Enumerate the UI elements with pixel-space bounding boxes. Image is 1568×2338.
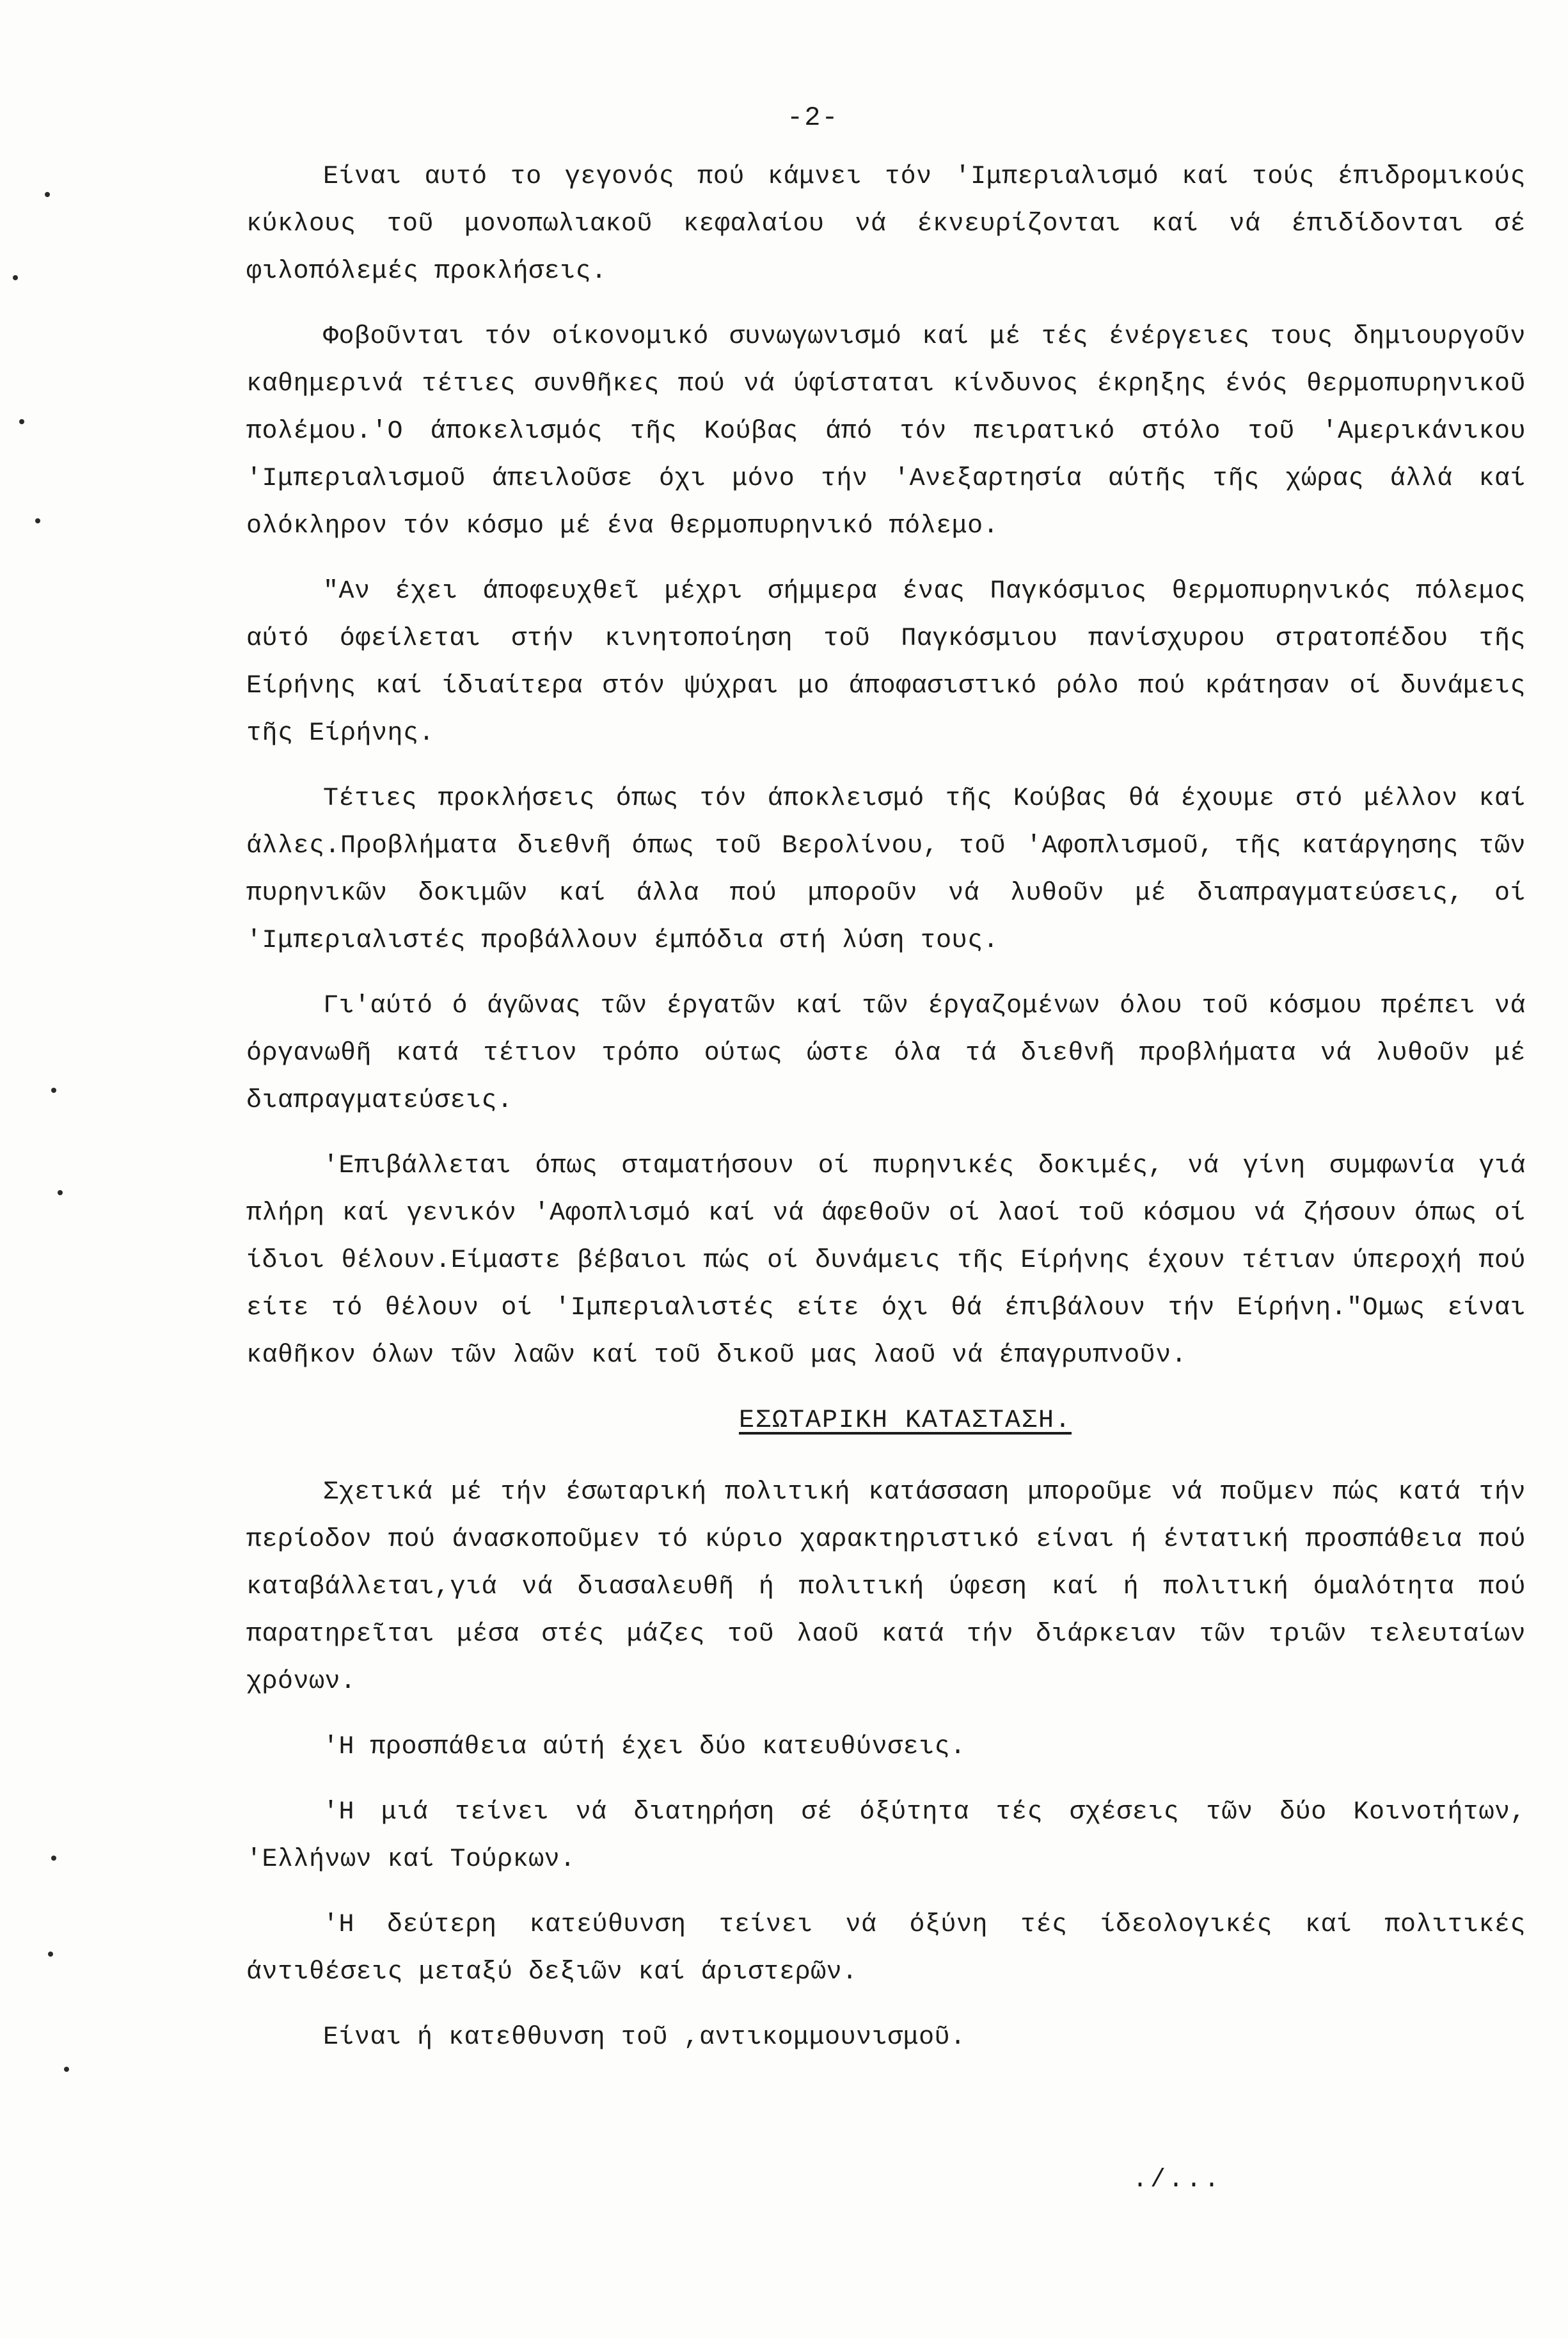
paragraph-4: Τέτιες προκλήσεις όπως τόν άποκλεισμό τῆς Κούβας θά έχουμε στό μέλλον καί άλλες.Προβλήματα διεθνῆ όπως τοῦ Βερολίνου, τοῦ 'Αφοπλισμοῦ, τῆς κατάργησης τῶν πυρηνικῶν δοκιμῶν καί άλλα πού μποροῦν νά λυθοῦν μέ διαπραγματεύσεις, οί 'Ιμπεριαλιστές προβάλλουν έμπόδια στή λύση τους.: [246, 784, 1526, 955]
continuation-mark: ./...: [1132, 2166, 1223, 2195]
paragraph-5: Γι'αύτό ό άγῶνας τῶν έργατῶν καί τῶν έργαζομένων όλου τοῦ κόσμου πρέπει νά όργανωθῆ κατά τέτιον τρόπο ούτως ώστε όλα τά διεθνῆ προβλήματα νά λυθοῦν μέ διαπραγματεύσεις.: [246, 992, 1526, 1115]
scan-speck: [45, 192, 50, 197]
paragraph-6: 'Επιβάλλεται όπως σταματήσουν οί πυρηνικές δοκιμές, νά γίνη συμφωνία γιά πλήρη καί γενικόν 'Αφοπλισμό καί νά άφεθοῦν οί λαοί τοῦ κόσμου νά ζήσουν όπως οί ίδιοι θέλουν.Είμαστε βέβαιοι πώς οί δυνάμεις τῆς Είρήνης έχουν τέτιαν ύπεροχή πού είτε τό θέλουν οί 'Ιμπεριαλιστές είτε όχι θά έπιβάλουν τήν Είρήνη."Ομως είναι καθῆκον όλων τῶν λαῶν καί τοῦ δικοῦ μας λαοῦ νά έπαγρυπνοῦν.: [246, 1152, 1526, 1370]
scan-speck: [13, 275, 18, 280]
section-paragraph-3: 'Η μιά τείνει νά διατηρήση σέ όξύτητα τές σχέσεις τῶν δύο Κοινοτήτων, 'Ελλήνων καί Τούρκων.: [246, 1798, 1526, 1874]
section-paragraph-4: 'Η δεύτερη κατεύθυνση τείνει νά όξύνη τές ίδεολογικές καί πολιτικές άντιθέσεις μεταξύ δεξιῶν καί άριστερῶν.: [246, 1911, 1526, 1987]
section-paragraph-1: Σχετικά μέ τήν έσωταρική πολιτική κατάσσαση μποροῦμε νά ποῦμεν πώς κατά τήν περίοδον πού άνασκοποῦμεν τό κύριο χαρακτηριστικό είναι ή έντατική προσπάθεια πού καταβάλλεται,γιά νά διασαλευθῆ ή πολιτική ύφεση καί ή πολιτική όμαλότητα πού παρατηρεῖται μέσα στές μάζες τοῦ λαοῦ κατά τήν διάρκειαν τῶν τριῶν τελευταίων χρόνων.: [246, 1478, 1526, 1696]
paragraph-2: Φοβοῦνται τόν οίκονομικό συνωγωνισμό καί μέ τές ένέργειες τους δημιουργοῦν καθημερινά τέτιες συνθῆκες πού νά ύφίσταται κίνδυνος έκρηξης ένός θερμοπυρηνικοῦ πολέμου.'Ο άποκελισμός τῆς Κούβας άπό τόν πειρατικό στόλο τοῦ 'Αμερικάνικου 'Ιμπεριαλισμοῦ άπειλοῦσε όχι μόνο τήν 'Ανεξαρτησία αύτῆς τῆς χώρας άλλά καί ολόκληρον τόν κόσμο μέ ένα θερμοπυρηνικό πόλεμο.: [246, 322, 1526, 541]
scan-speck: [19, 419, 24, 424]
document-body: [246, 154, 1526, 2080]
paragraph-1: Είναι αυτό το γεγονός πού κάμνει τόν 'Ιμπεριαλισμό καί τούς έπιδρομικούς κύκλους τοῦ μονοπωλιακοῦ κεφαλαίου νά έκνευρίζονται καί νά έπιδίδονται σέ φιλοπόλεμές προκλήσεις.: [246, 163, 1526, 286]
scan-speck: [35, 518, 40, 523]
section-paragraph-5: Είναι ή κατεθθυνση τοῦ ,αντικομμουνισμοῦ.: [323, 2023, 966, 2052]
scan-speck: [51, 1088, 56, 1093]
scan-speck: [48, 1952, 53, 1957]
scan-speck: [51, 1856, 56, 1861]
scan-speck: [64, 2067, 69, 2072]
scan-speck: [58, 1190, 63, 1195]
section-paragraph-2: 'Η προσπάθεια αύτή έχει δύο κατευθύνσεις.: [323, 1733, 966, 1761]
page-number: -2-: [787, 102, 839, 133]
paragraph-3: "Αν έχει άποφευχθεῖ μέχρι σήμμερα ένας Παγκόσμιος θερμοπυρηνικός πόλεμος αύτό όφείλεται στήν κινητοποίηση τοῦ Παγκόσμιου πανίσχυρου στρατοπέδου τῆς Είρήνης καί ίδιαίτερα στόν ψύχραι μο άποφασιστικό ρόλο πού κράτησαν οί δυνάμεις τῆς Είρήνης.: [246, 577, 1526, 748]
section-heading: ΕΣΩΤΑΡΙΚΗ ΚΑΤΑΣΤΑΣΗ.: [738, 1406, 1072, 1435]
